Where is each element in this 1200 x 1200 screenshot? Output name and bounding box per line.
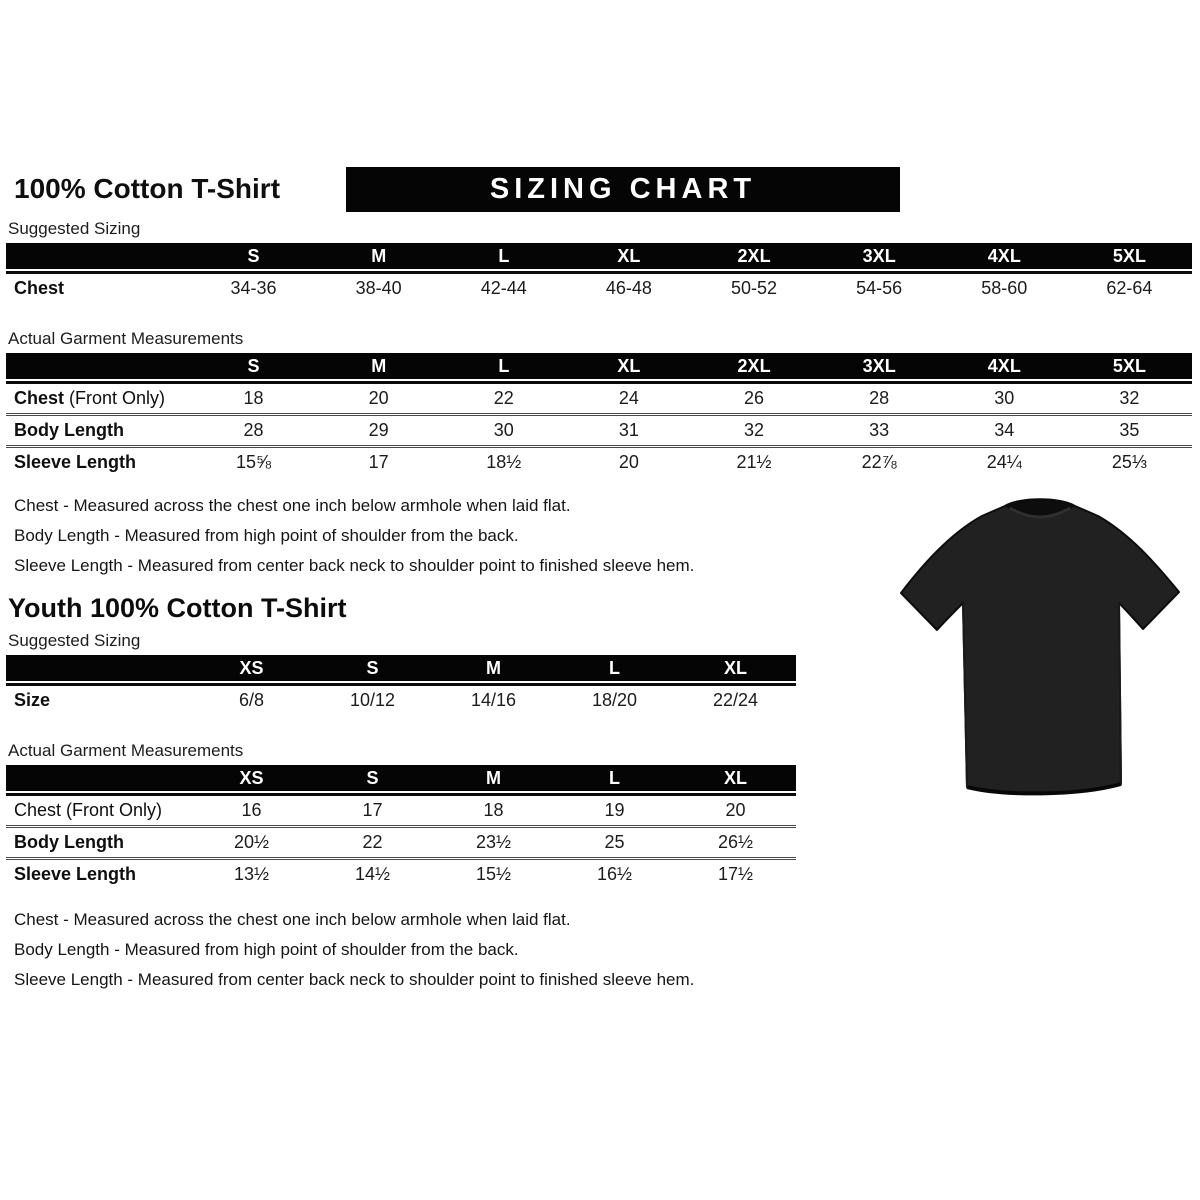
adult-suggested-table [6,243,1192,303]
note-sleeve-length: Sleeve Length - Measured from center back neck to shoulder point to finished sleeve hem. [14,556,695,575]
header-cell: L [609,657,620,678]
cell: 18/20 [591,690,638,710]
header-cell: S [366,657,379,678]
header-cell: 3XL [862,245,896,266]
cell: 17 [362,800,383,820]
table-row-sleeve-length [6,857,796,889]
adult-actual-header-row [6,353,1192,379]
cell: 14/16 [470,690,517,710]
cell: 16½ [596,864,633,884]
header-cell: L [498,245,510,266]
cell: 20½ [233,832,270,852]
header-cell: XL [723,767,747,788]
cell: 62-64 [1106,278,1153,298]
cell: 24¼ [986,452,1022,472]
header-cell: 5XL [1112,245,1146,266]
youth-suggested-heading: Suggested Sizing [8,631,141,650]
header-cell: L [498,355,510,376]
header-cell: XS [239,767,264,788]
cell: 13½ [233,864,270,884]
adult-suggested-heading: Suggested Sizing [8,219,141,238]
header-cell: 5XL [1112,355,1146,376]
cell: 20 [725,800,746,820]
sizing-chart-banner: SIZING CHART [346,167,900,212]
cell: 20 [368,388,389,408]
note-body-length: Body Length - Measured from high point of shoulder from the back. [14,940,519,959]
cell: 26 [744,388,765,408]
header-cell: 2XL [737,355,771,376]
black-tshirt-photo [892,490,1188,810]
note-chest: Chest - Measured across the chest one inch below armhole when laid flat. [14,496,571,515]
cell: 28 [869,388,890,408]
row-label-main: Chest [14,388,65,408]
cell: 15⅝ [236,452,272,472]
cell: 19 [604,800,625,820]
header-cell: XL [617,355,641,376]
youth-suggested-body [6,686,796,715]
youth-suggested-table [6,655,796,715]
adult-actual-table [6,353,1192,477]
row-label-suffix: (Front Only) [69,388,166,408]
header-row [6,166,1194,212]
cell: 18½ [486,452,522,472]
header-cell: XS [239,657,264,678]
cell: 20 [618,452,639,472]
adult-suggested-header-row [6,243,1192,269]
row-label [6,388,191,409]
cell: 26½ [717,832,754,852]
row-label: Body Length [14,420,124,440]
cell: 58-60 [981,278,1028,298]
table-row-chest [6,384,1192,413]
cell: 54-56 [856,278,903,298]
cell: 14½ [354,864,391,884]
cell: 22 [493,388,514,408]
header-cell: S [366,767,379,788]
row-label: Chest [14,278,65,298]
adult-suggested-body [6,274,1192,303]
header-cell: XL [723,657,747,678]
row-label: Sleeve Length [14,864,137,884]
header-cell: L [609,767,620,788]
cell: 22⅞ [861,452,897,472]
cell: 34 [994,420,1015,440]
header-cell: S [247,355,260,376]
cell: 18 [243,388,264,408]
cell: 6/8 [238,690,265,710]
adult-actual-heading: Actual Garment Measurements [8,329,244,348]
cell: 28 [243,420,264,440]
cell: 33 [869,420,890,440]
cell: 29 [368,420,389,440]
note-body-length: Body Length - Measured from high point of shoulder from the back. [14,526,519,545]
table-row-body-length [6,413,1192,445]
cell: 50-52 [731,278,778,298]
cell: 24 [618,388,639,408]
cell: 18 [483,800,504,820]
row-label: Chest (Front Only) [14,800,163,820]
cell: 21½ [736,452,772,472]
row-label: Body Length [14,832,124,852]
cell: 46-48 [605,278,652,298]
header-cell: 2XL [737,245,771,266]
table-row-size [6,686,796,715]
header-cell: 3XL [862,355,896,376]
cell: 31 [618,420,639,440]
row-label: Sleeve Length [14,452,137,472]
youth-actual-body [6,796,796,889]
cell: 32 [1119,388,1140,408]
tshirt-illustration [892,490,1188,810]
cell: 22/24 [712,690,759,710]
note-chest: Chest - Measured across the chest one inch below armhole when laid flat. [14,910,571,929]
cell: 15½ [475,864,512,884]
note-sleeve-length: Sleeve Length - Measured from center back neck to shoulder point to finished sleeve hem. [14,970,695,989]
page-title: 100% Cotton T-Shirt [14,173,281,204]
cell: 23½ [475,832,512,852]
youth-suggested-header-row [6,655,796,681]
header-cell: M [371,245,387,266]
cell: 38-40 [355,278,402,298]
cell: 25⅓ [1111,452,1147,472]
row-label: Size [14,690,51,710]
cell: 16 [241,800,262,820]
table-row-sleeve-length [6,445,1192,477]
cell: 35 [1119,420,1140,440]
header-cell: 4XL [987,355,1021,376]
cell: 22 [362,832,383,852]
cell: 30 [994,388,1015,408]
adult-actual-body [6,384,1192,477]
cell: 25 [604,832,625,852]
youth-actual-table [6,765,796,889]
youth-title: Youth 100% Cotton T-Shirt [8,593,347,623]
cell: 34-36 [230,278,277,298]
header-cell: S [247,245,260,266]
cell: 10/12 [349,690,396,710]
cell: 30 [493,420,514,440]
youth-actual-header-row [6,765,796,791]
youth-actual-heading: Actual Garment Measurements [8,741,244,760]
header-cell: M [371,355,387,376]
cell: 42-44 [480,278,527,298]
table-row-chest [6,796,796,825]
header-cell: M [486,657,501,678]
cell: 17½ [717,864,754,884]
header-cell: XL [617,245,641,266]
cell: 17 [368,452,389,472]
cell: 32 [744,420,765,440]
table-row-chest-range [6,274,1192,303]
header-cell: 4XL [987,245,1021,266]
header-cell: M [486,767,501,788]
table-row-body-length [6,825,796,857]
youth-measurement-notes [6,905,1194,995]
